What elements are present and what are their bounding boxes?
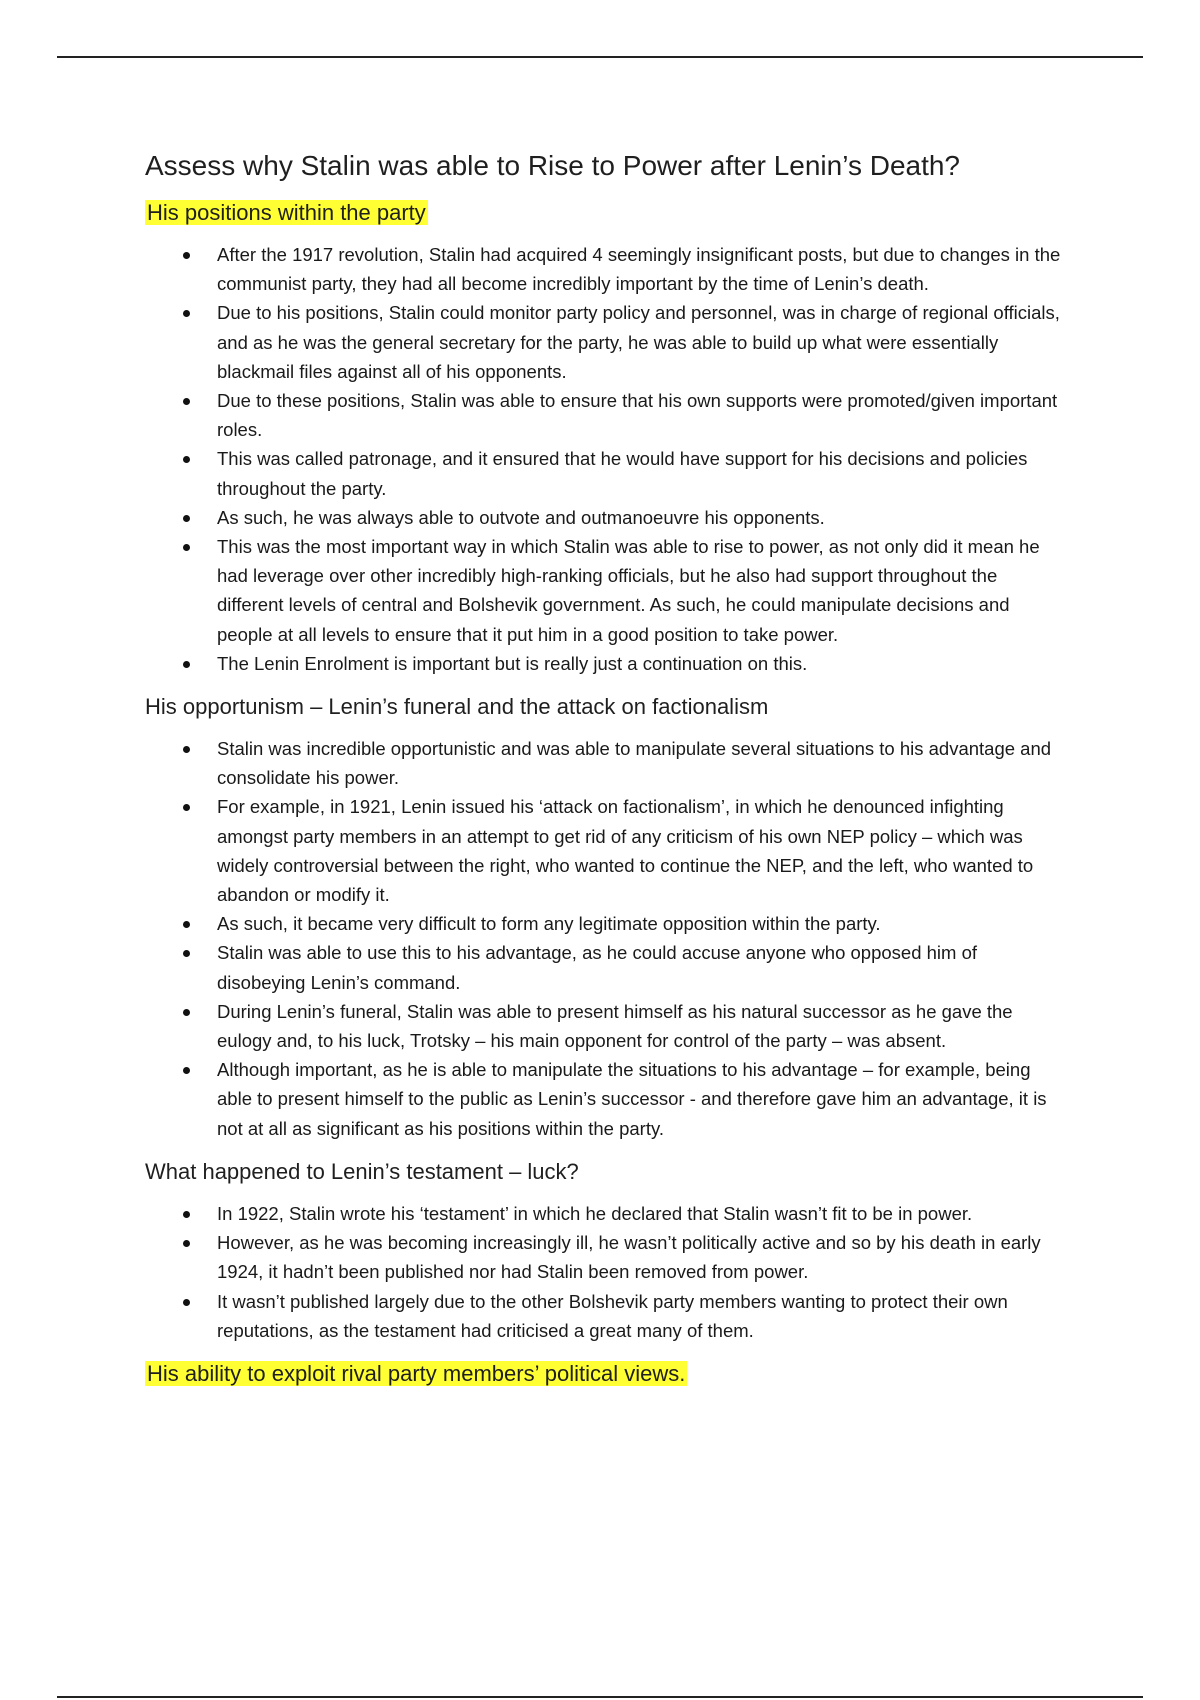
list-item-text: During Lenin’s funeral, Stalin was able to present himself as his natural successor as he gave the eulogy and, to his luck, Trotsky – his main opponent for control of the party – was absent. <box>217 1000 1013 1052</box>
list-item-text: For example, in 1921, Lenin issued his ‘attack on factionalism’, in which he denounced infighting amongst party members in an attempt to get rid of any criticism of his own NEP policy – which was widely controversial between the right, who wanted to continue the NEP, and the left, who wanted to abandon or modify it. <box>217 796 1034 906</box>
bullet-icon <box>183 1240 190 1247</box>
page-top-rule <box>57 56 1143 58</box>
bullet-icon <box>183 1067 190 1074</box>
bullet-icon <box>183 515 190 522</box>
bullet-icon <box>183 950 190 957</box>
section-heading: His opportunism – Lenin’s funeral and the attack on factionalism <box>145 694 769 720</box>
list-item-text: As such, it became very difficult to form any legitimate opposition within the party. <box>217 913 881 935</box>
list-item <box>145 997 1065 1055</box>
list-item <box>145 649 1065 678</box>
list-item-text: Stalin was incredible opportunistic and was able to manipulate several situations to his advantage and consolidate his power. <box>217 738 1052 789</box>
list-item <box>145 909 1065 938</box>
section-opportunism <box>145 692 1065 1143</box>
list-item-text: However, as he was becoming increasingly ill, he wasn’t politically active and so by his death in early 1924, it hadn’t been published nor had Stalin been removed from power. <box>217 1232 1041 1283</box>
list-item <box>145 386 1065 444</box>
list-item <box>145 792 1065 909</box>
list-item <box>145 1228 1065 1286</box>
section-heading-text: His positions within the party <box>147 200 426 225</box>
list-item <box>145 298 1065 386</box>
bullet-list <box>145 1199 1065 1345</box>
list-item <box>145 938 1065 996</box>
list-item-text: Stalin was able to use this to his advantage, as he could accuse anyone who opposed him of disobeying Lenin’s command. <box>217 942 978 993</box>
list-item <box>145 1199 1065 1228</box>
list-item-text: After the 1917 revolution, Stalin had acquired 4 seemingly insignificant posts, but due to changes in the communist party, they had all become incredibly important by the time of Lenin’s death. <box>217 244 1061 295</box>
list-item-text: The Lenin Enrolment is important but is really just a continuation on this. <box>217 652 808 674</box>
list-item <box>145 1055 1065 1143</box>
list-item <box>145 1287 1065 1345</box>
list-item-text: In 1922, Stalin wrote his ‘testament’ in which he declared that Stalin wasn’t fit to be in power. <box>217 1202 973 1224</box>
list-item <box>145 240 1065 298</box>
list-item-text: This was called patronage, and it ensured that he would have support for his decisions and policies throughout the party. <box>217 448 1028 499</box>
section-heading-text: His ability to exploit rival party members’ political views. <box>147 1360 686 1386</box>
section-heading <box>145 198 1065 228</box>
document-body <box>145 146 1065 1401</box>
bullet-icon <box>183 1009 190 1016</box>
section-positions <box>145 198 1065 678</box>
section-testament <box>145 1157 1065 1345</box>
list-item-text: It wasn’t published largely due to the other Bolshevik party members wanting to protect their own reputations, as the testament had criticised a great many of them. <box>217 1290 1008 1341</box>
list-item <box>145 734 1065 792</box>
list-item-text: Due to these positions, Stalin was able to ensure that his own supports were promoted/given important roles. <box>217 390 1058 441</box>
section-heading <box>145 1359 1065 1389</box>
bullet-icon <box>183 804 190 811</box>
bullet-icon <box>183 456 190 463</box>
list-item <box>145 444 1065 502</box>
bullet-icon <box>183 661 190 668</box>
page-bottom-rule <box>57 1696 1143 1698</box>
bullet-list <box>145 734 1065 1143</box>
list-item <box>145 503 1065 532</box>
bullet-icon <box>183 544 190 551</box>
bullet-icon <box>183 746 190 753</box>
bullet-icon <box>183 398 190 405</box>
bullet-icon <box>183 921 190 928</box>
list-item-text: Although important, as he is able to manipulate the situations to his advantage – for example, being able to present himself to the public as Lenin’s successor - and therefore gave him an advantage, it is not at all as significant as his positions within the party. <box>217 1059 1047 1139</box>
bullet-list <box>145 240 1065 678</box>
list-item-text: This was the most important way in which Stalin was able to rise to power, as not only did it mean he had leverage over other incredibly high-ranking officials, but he also had support throughout the different levels of central and Bolshevik government. As such, he could manipulate decisions and people at all levels to ensure that it put him in a good position to take power. <box>217 536 1040 645</box>
list-item <box>145 532 1065 649</box>
bullet-icon <box>183 1299 190 1306</box>
list-item-text: Due to his positions, Stalin could monitor party policy and personnel, was in charge of regional officials, and as he was the general secretary for the party, he was able to build up what were essentially blackmail files against all of his opponents. <box>217 302 1060 382</box>
document-title: Assess why Stalin was able to Rise to Power after Lenin’s Death? <box>145 150 961 181</box>
section-heading: What happened to Lenin’s testament – luck? <box>145 1158 579 1184</box>
bullet-icon <box>183 1211 190 1218</box>
list-item-text: As such, he was always able to outvote and outmanoeuvre his opponents. <box>217 506 825 528</box>
bullet-icon <box>183 252 190 259</box>
bullet-icon <box>183 310 190 317</box>
section-exploit-views <box>145 1359 1065 1389</box>
